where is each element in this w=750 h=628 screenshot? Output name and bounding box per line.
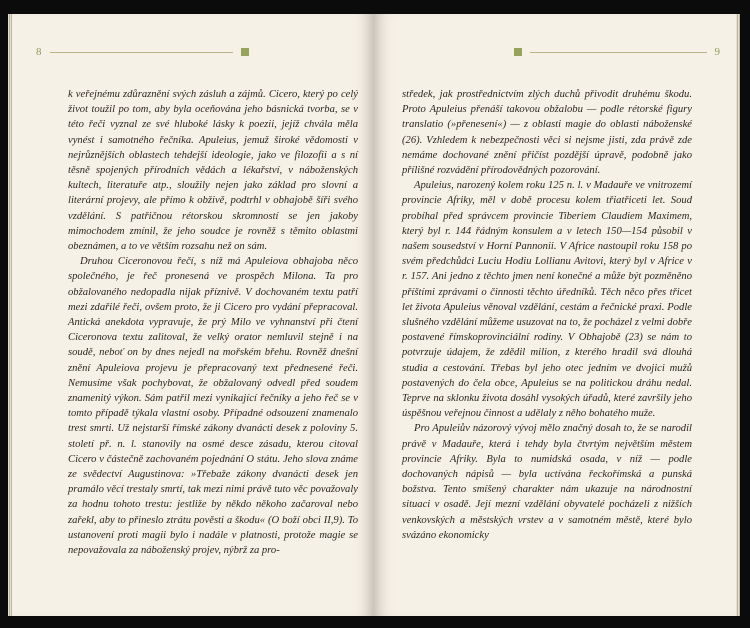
paragraph: Pro Apuleiův názorový vývoj mělo značný dosah to, že se narodil právě v Madauře, která i tehdy byla čtvrtým největším městem provincie Afriky. Byla to numidská osada, v níž — podle dochovaných nápisů — byla uctívána řeckořímská a punská božstva. Tento smíšený charakter nám ukazuje na národnostní situaci v osadě. Její mezní vzdělání obyvatelé pocházeli z nižších venkovských a městských vrstev a v samotném městě, které bylo svázáno ekonomicky [402, 423, 692, 541]
right-page-header [404, 42, 720, 62]
header-rule [530, 52, 707, 53]
right-page-text [402, 87, 692, 543]
paragraph: Apuleius, narozený kolem roku 125 n. l. v Madauře ve vnitrozemí provincie Afriky, měl v době procesu kolem třiatřiceti let. Soud probíhal před správcem provincie Tiberiem Claudiem Maximem, který byl r. 144 řádným konsulem a v letech 150—154 působil v našem sousedství v Horní Pannonii. V Africe nastoupil roku 158 po svém předchůdci Luciu Hodiu Lollianu Avitovi, který byl v Africe v r. 157. Ani jedno z těchto jmen není konečné a může být pozměněno příštími zprávami o činnosti těchto úředníků. Těch něco přes třicet let života Apuleius věnoval vzdělání, cestám a řečnické praxi. Podle slušného vzdělání můžeme usuzovat na to, že pocházel z velmi dobře postavené římskoprovinciální rodiny. V Obhajobě (23) se nám to potvrzuje údajem, že zdědil milion, z kterého hradil svá dlouhá studia a cestování. Třebas byl jeho otec jedním ve dvojici mužů postavených do čela obce, Apuleius se na politickou dráhu nedal. Teprve na sklonku života dosáhl vysokých úřadů, které završily jeho úspěšnou veřejnou činnost a udělaly z něho bohatého muže. [402, 180, 692, 420]
paragraph: středek, jak prostřednictvím zlých duchů přivodit druhému škodu. Proto Apuleius přenáší takovou obžalobu — podle rétorské figury translatio (»přenesení«) — z oblasti magie do oblasti náboženské (26). Vzhledem k nebezpečnosti věci si nejsme jisti, zda právě zde nemáme dochované znění přičíst pozdější úpravě, podobně jako přílišné rozvádění přírodovědných pozorování. [402, 89, 692, 177]
page-number: 9 [714, 46, 720, 58]
page-edges-right [736, 14, 740, 616]
square-ornament-icon [241, 48, 249, 56]
header-rule [50, 52, 234, 53]
page-number: 8 [36, 46, 42, 58]
paragraph: k veřejnému zdůraznění svých zásluh a zájmů. Cicero, který po celý život toužil po tom, aby byla oceňována jeho básnická tvorba, se v této řeči vyznal ze své hluboké lásky k poezii, jejíž chvála měla vynést i samotného řečníka. Apuleius, jemuž široké vědomosti v nejrůznějších oblastech tehdejší ideologie, jako ve filozofii a s ní těsně spojených přírodních vědách a lékařství, v náboženských kultech, literatuře atp., sloužily nejen jako základ pro slovní a literární projevy, ale přímo k obživě, podtrhl v obhajobě šíři svého vzdělání. S patřičnou rétorskou skromností se jen jakoby mimochodem zmínil, že jeho soudce je rovněž s těmito oblastmi obeznámen, a to ve větším rozsahu než on sám. [68, 89, 358, 253]
left-page [12, 14, 374, 616]
right-page [374, 14, 736, 616]
left-page-header [36, 42, 359, 62]
paragraph: Druhou Ciceronovou řečí, s níž má Apuleiova obhajoba něco společného, je řeč pronesená ve prospěch Milona. Ta pro obžalovaného nedopadla nijak příznivě. V dochovaném textu patří mezi zdařilé řeči, ovšem proto, že ji Cicero pro vydání přepracoval. Antická anekdota vypravuje, že prý Milo ve vyhnanství při čtení Ciceronova textu zalitoval, že velký orator nemluvil stejně i na soudě, neboť on by dnes nejedl na mořském břehu. Rovněž dnešní znění Apuleiova projevu je přepracovaný text přednesené řeči. Nemusíme však pochybovat, že obžalovaný odvedl před soudem znamenitý výkon. Sám patřil mezi vynikající řečníky a jeho řeč se v tomto případě týkala vlastní osoby. Případné odsouzení znamenalo trest smrti. Už nejstarší římské zákony dvanácti desek z poloviny 5. století př. n. l. stanovily na osmé desce zásadu, kterou citoval Cicero v částečně zachovaném pojednání O státu. Jeho slova známe ze svědectví Augustinova: »Třebaže zákony dvanácti desek jen pramálo věcí trestaly smrtí, tak mezi nimi právě tuto věc považovaly za hodnu tohoto trestu: jestliže by někdo někoho začaroval nebo zařekl, aby to přineslo ztrátu pověsti a škodu« (O boží obci II,9). To ustanovení proti magii bylo i nadále v platnosti, protože magie se nepovažovala za náboženský projev, nýbrž za pro- [68, 256, 358, 557]
square-ornament-icon [514, 48, 522, 56]
left-page-text [68, 87, 358, 558]
